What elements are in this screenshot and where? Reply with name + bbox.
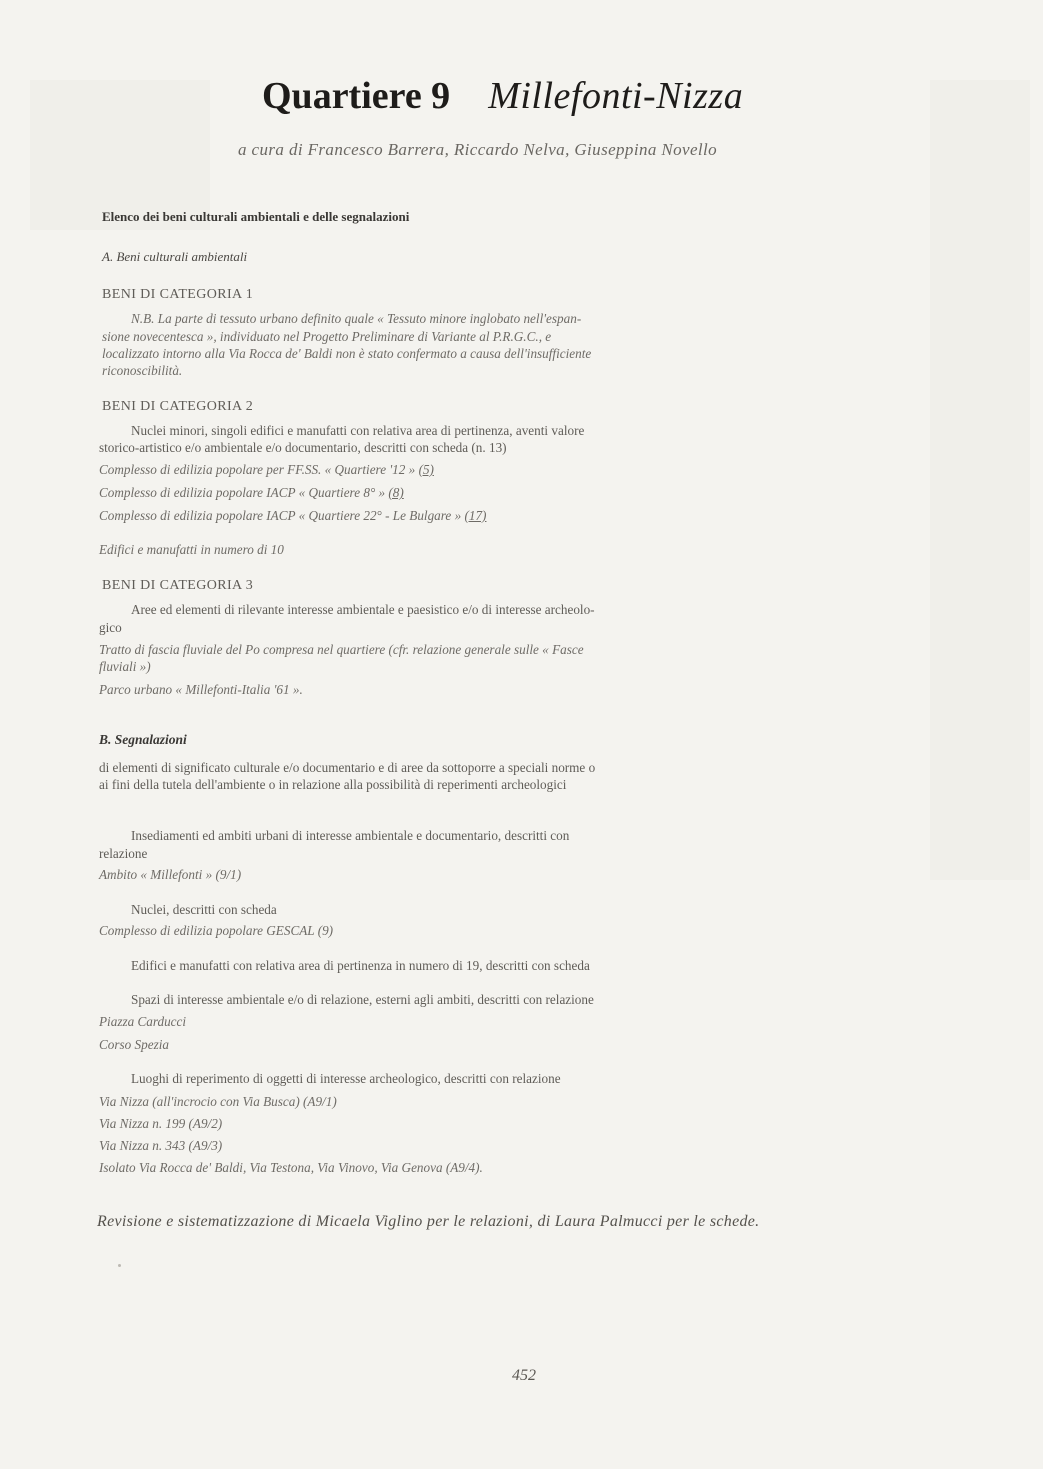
cat1-note-line: sione novecentesca », individuato nel Progetto Preliminare di Variante al P.R.G.C., e [102, 329, 552, 344]
luoghi-item: Via Nizza n. 199 (A9/2) [99, 1116, 223, 1131]
curators-line: a cura di Francesco Barrera, Riccardo Nelva, Giuseppina Novello [238, 140, 718, 159]
list-heading: Elenco dei beni culturali ambientali e delle segnalazioni [102, 209, 410, 224]
cat2-item-text: Complesso di edilizia popolare per FF.SS. « Quartiere '12 » [99, 462, 419, 477]
cat1-note-line: riconoscibilità. [102, 363, 183, 378]
speck-mark [118, 1264, 121, 1267]
cat2-item-ref: (5) [418, 462, 434, 477]
cat2-desc-line: Nuclei minori, singoli edifici e manufatti con relativa area di pertinenza, aventi valore [131, 423, 585, 438]
insediamenti-line: relazione [99, 846, 148, 861]
cat2-item-text: Complesso di edilizia popolare IACP « Quartiere 8° » [99, 485, 389, 500]
edifici-line: Edifici e manufatti con relativa area di pertinenza in numero di 19, descritti con scheda [131, 958, 590, 973]
spazi-item: Piazza Carducci [99, 1014, 187, 1029]
bleed-through-block [30, 80, 210, 230]
spazi-line: Spazi di interesse ambientale e/o di relazione, esterni agli ambiti, descritti con relazione [131, 992, 594, 1007]
section-b-intro-line: ai fini della tutela dell'ambiente o in relazione alla possibilità di reperimenti archeologici [99, 777, 567, 792]
cat2-edifici: Edifici e manufatti in numero di 10 [99, 542, 284, 557]
nuclei-line: Nuclei, descritti con scheda [131, 902, 277, 917]
cat1-note-line: localizzato intorno alla Via Rocca de' Baldi non è stato confermato a causa dell'insufficiente [102, 346, 592, 361]
cat3-desc-line: Aree ed elementi di rilevante interesse ambientale e paesistico e/o di interesse archeolo- [131, 602, 595, 617]
cat2-item-ref: (8) [388, 485, 404, 500]
page-title [262, 74, 743, 118]
cat3-item-line: Tratto di fascia fluviale del Po compresa nel quartiere (cfr. relazione generale sulle « Fasce [99, 642, 584, 657]
luoghi-item: Isolato Via Rocca de' Baldi, Via Testona, Via Vinovo, Via Genova (A9/4). [99, 1160, 483, 1175]
cat3-item-line: fluviali ») [99, 659, 151, 674]
ambito-item: Ambito « Millefonti » (9/1) [99, 867, 242, 882]
luoghi-item: Via Nizza (all'incrocio con Via Busca) (A9/1) [99, 1094, 337, 1109]
cat3-title: BENI DI CATEGORIA 3 [102, 578, 254, 593]
cat2-item [99, 508, 486, 524]
title-place: Millefonti-Nizza [488, 75, 744, 117]
section-b-heading: B. Segnalazioni [99, 732, 187, 747]
cat2-item-ref: (17) [464, 508, 487, 523]
title-number: Quartiere 9 [262, 75, 451, 117]
cat2-item [99, 462, 434, 478]
cat3-desc-line: gico [99, 620, 122, 635]
section-b-intro-line: di elementi di significato culturale e/o documentario e di aree da sottoporre a speciali norme o [99, 760, 596, 775]
bleed-through-block [930, 80, 1030, 880]
insediamenti-line: Insediamenti ed ambiti urbani di interesse ambientale e documentario, descritti con [131, 828, 570, 843]
cat3-item: Parco urbano « Millefonti-Italia '61 ». [99, 682, 303, 697]
section-a-heading: A. Beni culturali ambientali [102, 249, 248, 264]
revision-note: Revisione e sistematizzazione di Micaela Viglino per le relazioni, di Laura Palmucci per le schede. [97, 1213, 760, 1230]
cat2-item-text: Complesso di edilizia popolare IACP « Quartiere 22° - Le Bulgare » [99, 508, 465, 523]
luoghi-line: Luoghi di reperimento di oggetti di interesse archeologico, descritti con relazione [131, 1071, 561, 1086]
cat1-title: BENI DI CATEGORIA 1 [102, 287, 254, 302]
spazi-item: Corso Spezia [99, 1037, 169, 1052]
cat2-title: BENI DI CATEGORIA 2 [102, 399, 254, 414]
page-number: 452 [512, 1367, 536, 1384]
luoghi-item: Via Nizza n. 343 (A9/3) [99, 1138, 223, 1153]
cat2-desc-line: storico-artistico e/o ambientale e/o documentario, descritti con scheda (n. 13) [99, 440, 507, 455]
cat2-item [99, 485, 404, 501]
cat1-note-line: N.B. La parte di tessuto urbano definito quale « Tessuto minore inglobato nell'espan- [131, 311, 582, 326]
gescal-item: Complesso di edilizia popolare GESCAL (9) [99, 923, 334, 938]
